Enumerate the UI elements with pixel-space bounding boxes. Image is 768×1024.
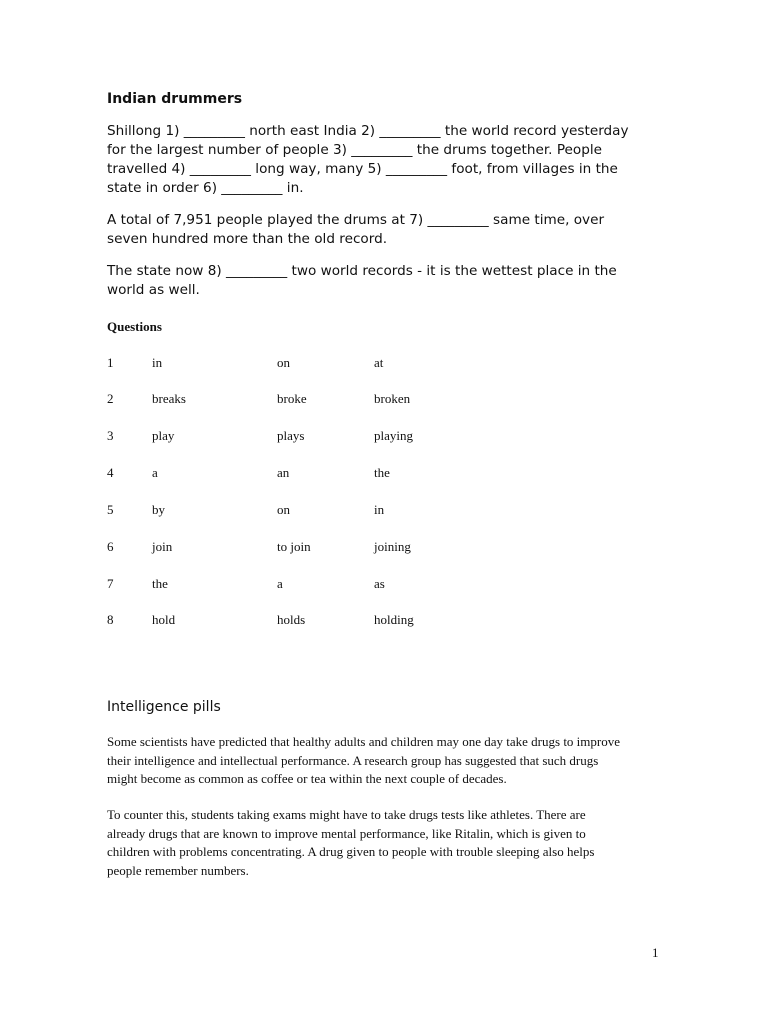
question-number: 6 — [107, 539, 114, 554]
option-c: holding — [374, 612, 414, 627]
option-b: to join — [277, 539, 311, 554]
question-number: 8 — [107, 612, 114, 627]
section-title-intelligence-pills: Intelligence pills — [107, 699, 221, 715]
option-a: hold — [152, 612, 176, 627]
question-row — [107, 391, 507, 409]
question-number: 5 — [107, 502, 114, 517]
question-row — [107, 502, 507, 520]
option-c: in — [374, 502, 385, 517]
option-b: a — [277, 576, 283, 591]
text-line: A total of 7,951 people played the drums at 7) _________ same time, over — [107, 212, 605, 228]
option-a: join — [152, 539, 173, 554]
text-line: might become as common as coffee or tea within the next couple of decades. — [107, 771, 507, 786]
text-line: people remember numbers. — [107, 862, 249, 878]
option-a: a — [152, 465, 158, 480]
question-number: 3 — [107, 428, 114, 443]
question-row — [107, 576, 507, 594]
question-row — [107, 539, 507, 557]
text-line: their intelligence and intellectual performance. A research group has suggested that such drugs — [107, 752, 599, 768]
question-row — [107, 612, 507, 630]
option-b: on — [277, 355, 290, 370]
text-line: Some scientists have predicted that healthy adults and children may one day take drugs to improve — [107, 734, 620, 749]
paragraph-drummers-1 — [107, 122, 667, 198]
option-a: in — [152, 355, 163, 370]
option-c: playing — [374, 428, 413, 443]
text-line: state in order 6) _________ in. — [107, 180, 304, 196]
question-number: 2 — [107, 391, 114, 406]
text-line: Shillong 1) _________ north east India 2) _________ the world record yesterday — [107, 123, 629, 139]
paragraph-pills-2 — [107, 806, 667, 880]
question-row — [107, 428, 507, 446]
text-line: world as well. — [107, 282, 200, 298]
option-c: as — [374, 576, 385, 591]
question-row — [107, 465, 507, 483]
question-row — [107, 355, 507, 373]
paragraph-drummers-2 — [107, 211, 667, 249]
page-number: 1 — [652, 945, 659, 960]
option-b: an — [277, 465, 290, 480]
question-number: 1 — [107, 355, 114, 370]
option-a: breaks — [152, 391, 186, 406]
option-a: play — [152, 428, 175, 443]
option-c: at — [374, 355, 384, 370]
text-line: for the largest number of people 3) _________ the drums together. People — [107, 142, 602, 158]
option-c: the — [374, 465, 390, 480]
text-line: already drugs that are known to improve mental performance, like Ritalin, which is given to — [107, 825, 586, 841]
paragraph-pills-1 — [107, 733, 667, 789]
option-c: joining — [374, 539, 411, 554]
option-a: the — [152, 576, 168, 591]
question-number: 4 — [107, 465, 114, 480]
option-b: broke — [277, 391, 307, 406]
section-title-indian-drummers: Indian drummers — [107, 91, 243, 107]
option-c: broken — [374, 391, 411, 406]
option-a: by — [152, 502, 165, 517]
option-b: plays — [277, 428, 305, 443]
text-line: travelled 4) _________ long way, many 5) _________ foot, from villages in the — [107, 161, 618, 177]
text-line: To counter this, students taking exams might have to take drugs tests like athletes. There are — [107, 807, 586, 822]
text-line: The state now 8) _________ two world records - it is the wettest place in the — [107, 263, 617, 279]
text-line: seven hundred more than the old record. — [107, 231, 388, 247]
paragraph-drummers-3 — [107, 262, 667, 300]
text-line: children with problems concentrating. A drug given to people with trouble sleeping also helps — [107, 844, 595, 859]
question-number: 7 — [107, 576, 114, 591]
option-b: holds — [277, 612, 306, 627]
option-b: on — [277, 502, 290, 517]
questions-heading: Questions — [107, 319, 162, 334]
